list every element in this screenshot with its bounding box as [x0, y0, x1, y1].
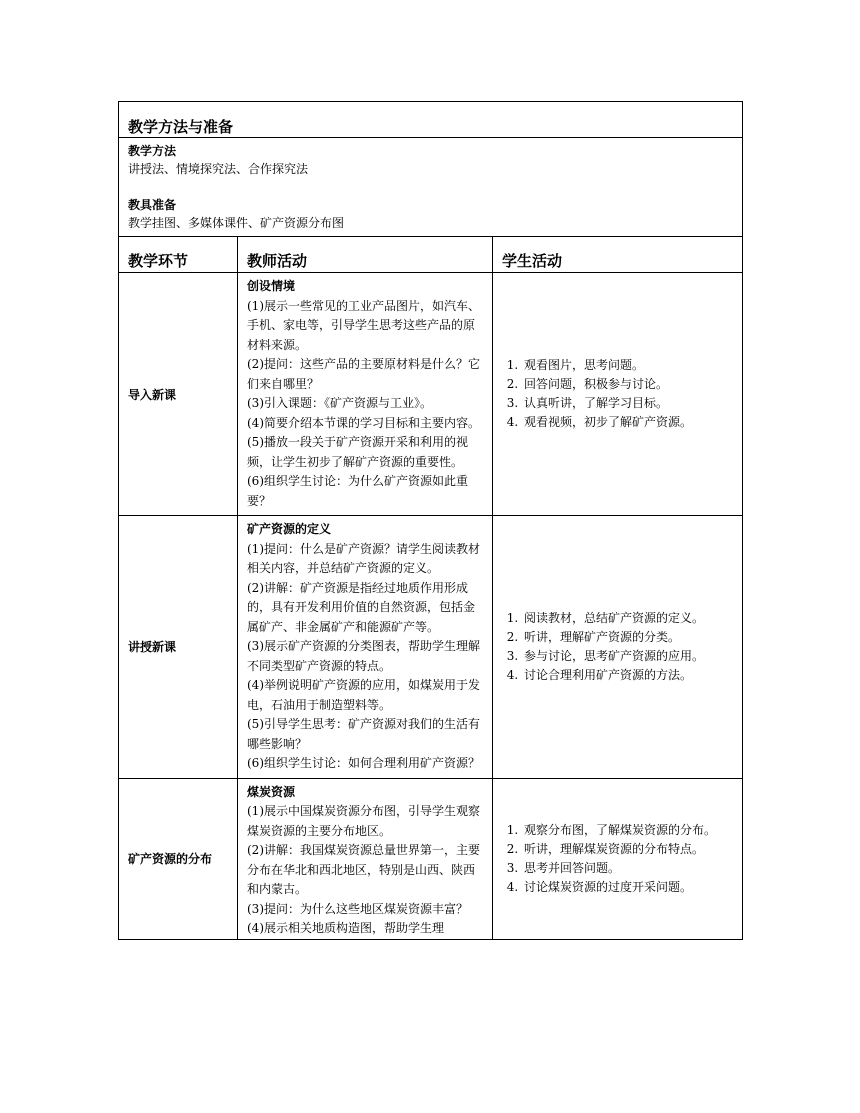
- list-item: 1. 观看图片，思考问题。: [522, 356, 733, 375]
- table-header-row: [119, 237, 743, 273]
- method-text: 讲授法、情境探究法、合作探究法: [128, 162, 309, 176]
- student-activity: [493, 273, 743, 516]
- header-teacher: 教师活动: [238, 237, 493, 273]
- list-item: 1. 观察分布图，了解煤炭资源的分布。: [522, 821, 733, 840]
- prep-title-row: [119, 102, 743, 138]
- tools-heading: 教具准备: [128, 198, 177, 212]
- table-row: [119, 516, 743, 779]
- teacher-item: (4)举例说明矿产资源的应用，如煤炭用于发电，石油用于制造塑料等。: [247, 678, 480, 712]
- student-list: [502, 609, 733, 685]
- teacher-item: (6)组织学生讨论：为什么矿产资源如此重要？: [247, 474, 468, 508]
- teacher-item: (4)展示相关地质构造图，帮助学生理: [247, 921, 444, 935]
- teacher-item: (3)展示矿产资源的分类图表，帮助学生理解不同类型矿产资源的特点。: [247, 639, 480, 673]
- teacher-item: (4)简要介绍本节课的学习目标和主要内容。: [247, 415, 480, 430]
- prep-content-row: [119, 138, 743, 237]
- list-item: 3. 参与讨论，思考矿产资源的应用。: [522, 647, 733, 666]
- table-row: [119, 273, 743, 516]
- list-item: 3. 认真听讲，了解学习目标。: [522, 394, 733, 413]
- student-list: [502, 821, 733, 897]
- stage-label: 讲授新课: [119, 516, 238, 779]
- teacher-activity: [238, 778, 493, 939]
- teacher-subheading: 创设情境: [247, 279, 296, 293]
- tools-text: 教学挂图、多媒体课件、矿产资源分布图: [128, 216, 345, 230]
- list-item: 2. 回答问题，积极参与讨论。: [522, 375, 733, 394]
- spacer: [128, 178, 733, 196]
- list-item: 2. 听讲，理解矿产资源的分类。: [522, 628, 733, 647]
- teacher-item: (1)展示一些常见的工业产品图片，如汽车、手机、家电等，引导学生思考这些产品的原材料来源。: [247, 298, 480, 352]
- list-item: 3. 思考并回答问题。: [522, 859, 733, 878]
- teacher-item: (3)提问：为什么这些地区煤炭资源丰富？: [247, 901, 468, 916]
- teacher-subheading: 煤炭资源: [247, 784, 296, 799]
- list-item: 2. 听讲，理解煤炭资源的分布特点。: [522, 840, 733, 859]
- teacher-subheading: 矿产资源的定义: [247, 522, 332, 536]
- lesson-plan-document: [118, 101, 742, 940]
- header-student: 学生活动: [493, 237, 743, 273]
- lesson-plan-table: [118, 101, 743, 940]
- table-row: [119, 778, 743, 939]
- teacher-item: (2)提问：这些产品的主要原材料是什么？它们来自哪里？: [247, 357, 480, 391]
- list-item: 1. 阅读教材，总结矿产资源的定义。: [522, 609, 733, 628]
- list-item: 4. 讨论合理利用矿产资源的方法。: [522, 666, 733, 685]
- header-stage: 教学环节: [119, 237, 238, 273]
- stage-label: 矿产资源的分布: [119, 778, 238, 939]
- teacher-item: (5)播放一段关于矿产资源开采和利用的视频，让学生初步了解矿产资源的重要性。: [247, 435, 468, 469]
- teacher-item: (1)展示中国煤炭资源分布图，引导学生观察煤炭资源的主要分布地区。: [247, 804, 480, 838]
- method-heading: 教学方法: [128, 144, 177, 158]
- teacher-item: (5)引导学生思考：矿产资源对我们的生活有哪些影响？: [247, 717, 480, 751]
- prep-content: [119, 138, 743, 237]
- student-list: [502, 356, 733, 432]
- student-activity: [493, 516, 743, 779]
- list-item: 4. 讨论煤炭资源的过度开采问题。: [522, 878, 733, 897]
- list-item: 4. 观看视频，初步了解矿产资源。: [522, 413, 733, 432]
- student-activity: [493, 778, 743, 939]
- teacher-item: (2)讲解：矿产资源是指经过地质作用形成的，具有开发利用价值的自然资源，包括金属矿产、非金属矿产和能源矿产等。: [247, 580, 476, 634]
- teacher-item: (3)引入课题：《矿产资源与工业》。: [247, 396, 432, 410]
- stage-label: 导入新课: [119, 273, 238, 516]
- teacher-activity: [238, 516, 493, 779]
- teacher-item: (2)讲解：我国煤炭资源总量世界第一，主要分布在华北和西北地区，特别是山西、陕西和内蒙古。: [247, 843, 480, 896]
- teacher-item: (6)组织学生讨论：如何合理利用矿产资源？: [247, 756, 480, 770]
- teacher-activity: [238, 273, 493, 516]
- teacher-item: (1)提问：什么是矿产资源？请学生阅读教材相关内容，并总结矿产资源的定义。: [247, 541, 480, 575]
- section-title: 教学方法与准备: [119, 102, 743, 138]
